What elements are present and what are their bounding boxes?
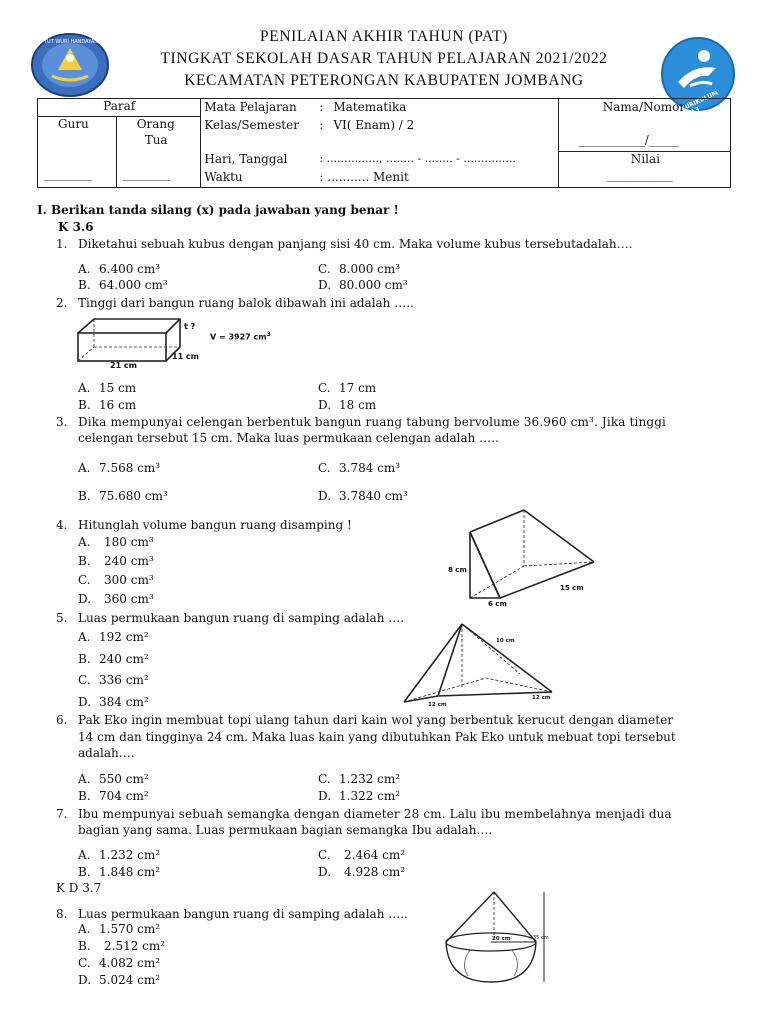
q5-option-d[interactable]: 384 cm² [99,695,149,709]
kelas-sep: : [319,118,324,132]
cuboid-volume-label [210,331,271,342]
q6-text-line-2: 14 cm dan tingginya 24 cm. Maka luas kain yang dibutuhkan Pak Eko untuk mebuat topi tersebut [78,730,676,744]
mapel-label: Mata Pelajaran [204,100,297,114]
q4-option-c-letter[interactable]: C. [78,573,91,587]
kelas-label: Kelas/Semester [204,118,299,132]
q2-option-c-letter[interactable]: C. [318,381,331,395]
q8-option-a-letter[interactable]: A. [78,922,91,936]
cuboid-volume-sup: 3 [266,331,271,338]
ortu-label-1: Orang [136,117,175,131]
q1-option-a-letter[interactable]: A. [78,262,91,276]
q4-option-b-letter[interactable]: B. [78,554,91,568]
section-instruction: I. Berikan tanda silang (x) pada jawaban yang benar ! [37,203,399,217]
waktu-label: Waktu [204,170,243,184]
kelas-value: VI( Enam) / 2 [333,118,415,132]
nama-blank[interactable]: ___________/_____ [578,133,679,147]
q4-option-d-letter[interactable]: D. [78,592,92,606]
q1-option-b[interactable]: 64.000 cm³ [99,278,168,292]
q2-option-b-letter[interactable]: B. [78,398,91,412]
q7-option-a-letter[interactable]: A. [78,848,91,862]
q5-option-d-letter[interactable]: D. [78,695,92,709]
cone-radius-label: 20 cm [492,936,511,942]
mapel-value: Matematika [333,100,407,114]
q2-option-a-letter[interactable]: A. [78,381,91,395]
q8-option-b[interactable]: 2.512 cm² [104,939,166,953]
q6-option-d-letter[interactable]: D. [318,789,332,803]
q7-option-b[interactable]: 1.848 cm² [99,865,161,879]
q8-option-d[interactable]: 5.024 cm² [99,973,161,987]
q5-option-c[interactable]: 336 cm² [99,673,149,687]
q2-option-a[interactable]: 15 cm [99,381,137,395]
identity-table [37,98,731,188]
q4-text: Hitunglah volume bangun ruang disamping ! [78,518,352,532]
header-line-3: KECAMATAN PETERONGAN KABUPATEN JOMBANG [184,72,584,89]
hari-value: : ..............., ........ - ........ - ............... [319,152,516,165]
q6-option-c-letter[interactable]: C. [318,772,331,786]
prism-figure [466,506,616,602]
q4-number: 4. [56,518,68,532]
q7-option-c[interactable]: 2.464 cm² [344,848,406,862]
header-line-2: TINGKAT SEKOLAH DASAR TAHUN PELAJARAN 2021/2022 [160,50,608,67]
q7-option-b-letter[interactable]: B. [78,865,91,879]
q3-option-c-letter[interactable]: C. [318,461,331,475]
q2-option-b[interactable]: 16 cm [99,398,137,412]
waktu-value: : ........... Menit [319,170,409,184]
nilai-label: Nilai [630,152,660,166]
q2-option-d[interactable]: 18 cm [339,398,377,412]
q4-option-d[interactable]: 360 cm³ [104,592,154,606]
q1-number: 1. [56,237,68,251]
q6-option-b[interactable]: 704 cm² [99,789,149,803]
q7-option-c-letter[interactable]: C. [318,848,331,862]
q6-option-a[interactable]: 550 cm² [99,772,149,786]
pyramid-slant-label: 10 cm [496,638,515,644]
q6-text-line-1: Pak Eko ingin membuat topi ulang tahun dari kain wol yang berbentuk kerucut dengan diameter [78,713,674,727]
q1-text: Diketahui sebuah kubus dengan panjang sisi 40 cm. Maka volume kubus tersebutadalah…. [78,237,633,251]
guru-blank[interactable]: ________ [44,167,92,181]
q3-option-a[interactable]: 7.568 cm³ [99,461,161,475]
logo-left-caption: TUT WURI HANDAYANI [44,39,100,45]
guru-label: Guru [58,117,89,131]
q7-option-d-letter[interactable]: D. [318,865,332,879]
mapel-sep: : [319,100,324,114]
q6-option-a-letter[interactable]: A. [78,772,91,786]
q8-option-d-letter[interactable]: D. [78,973,92,987]
q5-number: 5. [56,611,68,625]
q1-option-d-letter[interactable]: D. [318,278,332,292]
nama-cell [558,99,730,152]
q3-option-b[interactable]: 75.680 cm³ [99,489,168,503]
q1-option-a[interactable]: 6.400 cm³ [99,262,161,276]
q6-option-d[interactable]: 1.322 cm² [339,789,401,803]
q3-option-c[interactable]: 3.784 cm³ [339,461,401,475]
q6-number: 6. [56,713,68,727]
q1-option-d[interactable]: 80.000 cm³ [339,278,408,292]
cuboid-height-label: t ? [184,322,196,331]
q3-option-a-letter[interactable]: A. [78,461,91,475]
q5-option-b-letter[interactable]: B. [78,652,91,666]
pyramid-base-side-label: 12 cm [532,695,551,701]
cuboid-depth-label: 11 cm [172,352,199,361]
q4-option-b[interactable]: 240 cm³ [104,554,154,568]
nilai-cell [558,152,730,188]
q5-option-a[interactable]: 192 cm² [99,630,149,644]
q5-option-c-letter[interactable]: C. [78,673,91,687]
q1-option-b-letter[interactable]: B. [78,278,91,292]
q4-option-c[interactable]: 300 cm³ [104,573,154,587]
q1-option-c[interactable]: 8.000 cm³ [339,262,401,276]
q4-option-a[interactable]: 180 cm³ [104,535,154,549]
cuboid-width-label: 21 cm [110,361,137,370]
q2-number: 2. [56,296,68,310]
q1-option-c-letter[interactable]: C. [318,262,331,276]
guru-cell [38,117,117,188]
q3-text-line-1: Dika mempunyai celengan berbentuk bangun ruang tabung bervolume 36.960 cm³. Jika tinggi [78,415,667,429]
q2-option-c[interactable]: 17 cm [339,381,377,395]
q6-option-c[interactable]: 1.232 cm² [339,772,401,786]
cone-height-label: 35 cm [533,935,549,941]
subject-info-cell [201,99,558,188]
prism-height-label: 8 cm [448,566,467,574]
q6-option-b-letter[interactable]: B. [78,789,91,803]
q8-option-a[interactable]: 1.570 cm² [99,922,161,936]
paraf-header: Paraf [38,99,201,117]
nama-label: Nama/Nomor [602,100,686,114]
ortu-cell [116,117,201,188]
q7-option-d[interactable]: 4.928 cm² [344,865,406,879]
pyramid-base-front-label: 12 cm [428,702,447,708]
q8-option-b-letter[interactable]: B. [78,939,91,953]
q3-option-b-letter[interactable]: B. [78,489,91,503]
q7-text-line-1: Ibu mempunyai sebuah semangka dengan diameter 28 cm. Lalu ibu membelahnya menjadi dua [78,807,672,821]
pyramid-figure [402,622,562,706]
q8-option-c[interactable]: 4.082 cm² [99,956,161,970]
q3-text-line-2: celengan tersebut 15 cm. Maka luas permukaan celengan adalah ….. [78,431,499,445]
kd-3-6-label: K 3.6 [58,220,94,234]
q3-option-d[interactable]: 3.7840 cm³ [339,489,408,503]
logo-right-caption: KURIKULUM 2013 [679,89,720,120]
kd-3-7-label: K D 3.7 [56,881,102,895]
q6-text-line-3: adalah…. [78,746,135,760]
q4-option-a-letter[interactable]: A. [78,535,91,549]
q2-text: Tinggi dari bangun ruang balok dibawah ini adalah ….. [78,296,414,310]
nilai-blank[interactable]: ___________ [606,168,673,182]
q8-option-c-letter[interactable]: C. [78,956,91,970]
q7-number: 7. [56,807,68,821]
q8-text: Luas permukaan bangun ruang di samping adalah ….. [78,907,408,921]
q7-option-a[interactable]: 1.232 cm² [99,848,161,862]
q5-text: Luas permukaan bangun ruang di samping adalah …. [78,611,405,625]
q5-option-a-letter[interactable]: A. [78,630,91,644]
prism-width-label: 6 cm [488,600,507,608]
ortu-blank[interactable]: ________ [122,167,171,181]
q5-option-b[interactable]: 240 cm² [99,652,149,666]
cuboid-volume-text: V = 3927 cm [210,332,267,342]
header-line-1: PENILAIAN AKHIR TAHUN (PAT) [260,28,508,45]
q7-text-line-2: bagian yang sama. Luas permukaan bagian semangka Ibu adalah…. [78,823,493,837]
q2-option-d-letter[interactable]: D. [318,398,332,412]
ortu-label-2: Tua [144,133,168,147]
hari-label: Hari, Tanggal [204,152,288,166]
q3-number: 3. [56,415,68,429]
q8-number: 8. [56,907,68,921]
q3-option-d-letter[interactable]: D. [318,489,332,503]
prism-length-label: 15 cm [560,584,584,592]
